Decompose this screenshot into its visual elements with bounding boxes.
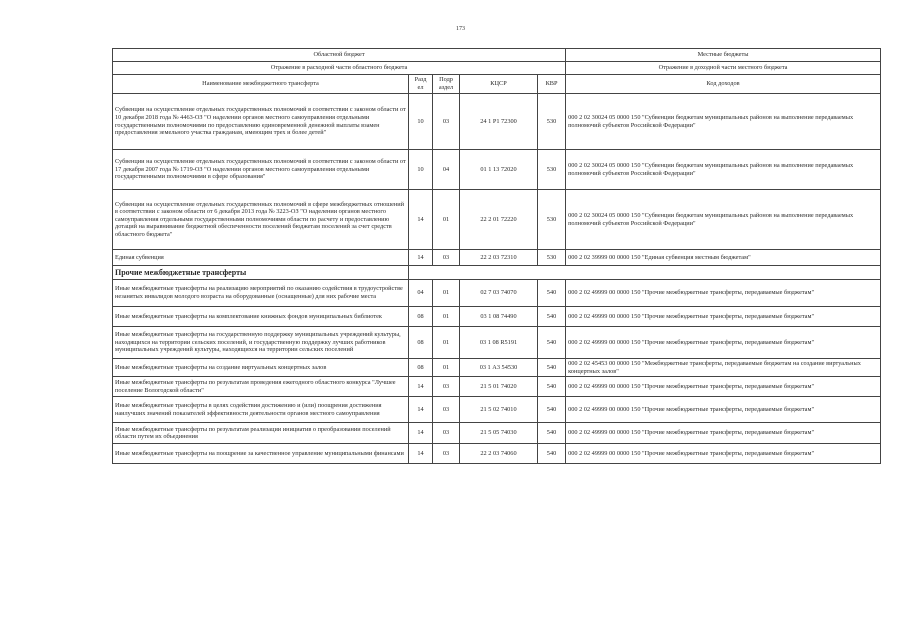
podrazdel-cell: 03 <box>433 250 460 266</box>
income-code-cell: 000 2 02 49999 00 0000 150 "Прочие межбюджетные трансферты, передаваемые бюджетам" <box>566 377 881 397</box>
podrazdel-cell: 03 <box>433 444 460 464</box>
transfer-name-cell: Субвенции на осуществление отдельных государственных полномочий в соответствии с законом области от 10 декабря 2018 года № 4463-ОЗ "О наделении органов местного самоуправления отдельными государственными полномочиями по предоставлению единовременной денежной выплаты взамен предоставления земельного участка гражданам, имеющим трех и более детей" <box>113 94 409 150</box>
income-code-cell: 000 2 02 30024 05 0000 150 "Субвенции бюджетам муниципальных районов на выполнение передаваемых полномочий субъектов Российской Федерации" <box>566 94 881 150</box>
kcsr-cell: 03 1 А3 54530 <box>460 359 538 377</box>
kvr-cell: 530 <box>538 250 566 266</box>
table-row <box>113 94 881 150</box>
table-row <box>113 327 881 359</box>
section-title: Прочие межбюджетные трансферты <box>113 266 409 280</box>
header-row-2 <box>113 62 881 75</box>
header-row-1 <box>113 49 881 62</box>
kvr-cell: 540 <box>538 280 566 307</box>
kvr-cell: 540 <box>538 377 566 397</box>
income-code-cell: 000 2 02 49999 00 0000 150 "Прочие межбюджетные трансферты, передаваемые бюджетам" <box>566 280 881 307</box>
transfer-name-cell: Иные межбюджетные трансферты по результатам реализации инициатив о преобразовании поселений области путем их объединения <box>113 423 409 444</box>
kvr-cell: 540 <box>538 423 566 444</box>
podrazdel-cell: 03 <box>433 94 460 150</box>
income-code-cell: 000 2 02 49999 00 0000 150 "Прочие межбюджетные трансферты, передаваемые бюджетам" <box>566 307 881 327</box>
table-row <box>113 307 881 327</box>
transfer-name-cell: Иные межбюджетные трансферты по результатам проведения ежегодного областного конкурса "Лучшее поселение Вологодской области" <box>113 377 409 397</box>
income-code-cell: 000 2 02 49999 00 0000 150 "Прочие межбюджетные трансферты, передаваемые бюджетам" <box>566 423 881 444</box>
razdel-cell: 10 <box>409 150 433 190</box>
podrazdel-cell: 01 <box>433 307 460 327</box>
table-row <box>113 150 881 190</box>
kvr-cell: 530 <box>538 94 566 150</box>
podrazdel-cell: 01 <box>433 280 460 307</box>
kvr-cell: 540 <box>538 327 566 359</box>
kcsr-cell: 22 2 03 72310 <box>460 250 538 266</box>
kcsr-cell: 01 1 13 72020 <box>460 150 538 190</box>
razdel-cell: 08 <box>409 359 433 377</box>
kcsr-cell: 21 5 05 74030 <box>460 423 538 444</box>
table-row <box>113 397 881 423</box>
podrazdel-cell: 01 <box>433 327 460 359</box>
transfers-table <box>112 48 881 464</box>
section-row <box>113 266 881 280</box>
table-row <box>113 359 881 377</box>
razdel-cell: 14 <box>409 190 433 250</box>
table-row <box>113 377 881 397</box>
table-row <box>113 190 881 250</box>
table-row <box>113 423 881 444</box>
transfer-name-cell: Иные межбюджетные трансферты на создание виртуальных концертных залов <box>113 359 409 377</box>
kcsr-cell: 03 1 08 74490 <box>460 307 538 327</box>
local-budgets-header: Местные бюджеты <box>566 49 881 62</box>
kvr-header: КВР <box>538 75 566 94</box>
podrazdel-cell: 01 <box>433 359 460 377</box>
regional-budget-header: Областной бюджет <box>113 49 566 62</box>
reflection-local-header: Отражение в доходной части местного бюджета <box>566 62 881 75</box>
transfer-name-header: Наименование межбюджетного трансферта <box>113 75 409 94</box>
podrazdel-cell: 03 <box>433 397 460 423</box>
kcsr-cell: 22 2 03 74060 <box>460 444 538 464</box>
kcsr-cell: 03 1 08 R5191 <box>460 327 538 359</box>
kvr-cell: 540 <box>538 444 566 464</box>
kcsr-cell: 21 5 02 74010 <box>460 397 538 423</box>
razdel-cell: 08 <box>409 307 433 327</box>
income-code-cell: 000 2 02 39999 00 0000 150 "Единая субвенция местным бюджетам" <box>566 250 881 266</box>
kvr-cell: 540 <box>538 307 566 327</box>
transfer-name-cell: Субвенции на осуществление отдельных государственных полномочий в сфере межбюджетных отношений в соответствии с законом области от 6 декабря 2013 года № 3223-ОЗ "О наделении органов местного самоуправления отдельными государственными полномочиями области по расчету и предоставлению дотаций на выравнивание бюджетной обеспеченности поселений бюджетам поселений за счет средств областного бюджета" <box>113 190 409 250</box>
razdel-cell: 04 <box>409 280 433 307</box>
podrazdel-cell: 03 <box>433 423 460 444</box>
razdel-cell: 14 <box>409 444 433 464</box>
razdel-cell: 10 <box>409 94 433 150</box>
income-code-header: Код доходов <box>566 75 881 94</box>
header-row-3 <box>113 75 881 94</box>
kcsr-cell: 22 2 01 72220 <box>460 190 538 250</box>
table-row <box>113 280 881 307</box>
razdel-cell: 14 <box>409 423 433 444</box>
transfer-name-cell: Иные межбюджетные трансферты в целях содействия достижению и (или) поощрения достижения наилучших значений показателей эффективности деятельности органов местного самоуправления <box>113 397 409 423</box>
podrazdel-cell: 04 <box>433 150 460 190</box>
transfer-name-cell: Единая субвенция <box>113 250 409 266</box>
razdel-cell: 14 <box>409 250 433 266</box>
kvr-cell: 530 <box>538 150 566 190</box>
podrazdel-header: Подр аздел <box>433 75 460 94</box>
podrazdel-cell: 03 <box>433 377 460 397</box>
transfer-name-cell: Субвенции на осуществление отдельных государственных полномочий в соответствии с законом области от 17 декабря 2007 года № 1719-ОЗ "О наделении органов местного самоуправления отдельными государственными полномочиями в сфере образования" <box>113 150 409 190</box>
kcsr-cell: 02 7 03 74070 <box>460 280 538 307</box>
razdel-cell: 14 <box>409 397 433 423</box>
income-code-cell: 000 2 02 30024 05 0000 150 "Субвенции бюджетам муниципальных районов на выполнение передаваемых полномочий субъектов Российской Федерации" <box>566 150 881 190</box>
table-row <box>113 444 881 464</box>
kcsr-header: КЦСР <box>460 75 538 94</box>
razdel-cell: 14 <box>409 377 433 397</box>
transfer-name-cell: Иные межбюджетные трансферты на государственную поддержку муниципальных учреждений культуры, находящихся на территории сельских поселений, и государственную поддержку лучших работников муниципальных учреждений культуры, находящихся на территории сельских поселений <box>113 327 409 359</box>
kcsr-cell: 21 5 01 74020 <box>460 377 538 397</box>
income-code-cell: 000 2 02 49999 00 0000 150 "Прочие межбюджетные трансферты, передаваемые бюджетам" <box>566 327 881 359</box>
kcsr-cell: 24 1 Р1 72300 <box>460 94 538 150</box>
transfer-name-cell: Иные межбюджетные трансферты на реализацию мероприятий по оказанию содействия в трудоустройстве незанятых инвалидов молодого возраста на оборудованные (оснащенные) для них рабочие места <box>113 280 409 307</box>
kvr-cell: 540 <box>538 397 566 423</box>
kvr-cell: 530 <box>538 190 566 250</box>
page-number: 173 <box>456 26 465 32</box>
section-empty-cell <box>409 266 881 280</box>
kvr-cell: 540 <box>538 359 566 377</box>
table-row <box>113 250 881 266</box>
income-code-cell: 000 2 02 45453 00 0000 150 "Межбюджетные трансферты, передаваемые бюджетам на создание виртуальных концертных залов" <box>566 359 881 377</box>
transfer-name-cell: Иные межбюджетные трансферты на комплектование книжных фондов муниципальных библиотек <box>113 307 409 327</box>
income-code-cell: 000 2 02 30024 05 0000 150 "Субвенции бюджетам муниципальных районов на выполнение передаваемых полномочий субъектов Российской Федерации" <box>566 190 881 250</box>
razdel-cell: 08 <box>409 327 433 359</box>
reflection-regional-header: Отражение в расходной части областного бюджета <box>113 62 566 75</box>
podrazdel-cell: 01 <box>433 190 460 250</box>
transfer-name-cell: Иные межбюджетные трансферты на поощрение за качественное управление муниципальными финансами <box>113 444 409 464</box>
razdel-header: Разд ел <box>409 75 433 94</box>
income-code-cell: 000 2 02 49999 00 0000 150 "Прочие межбюджетные трансферты, передаваемые бюджетам" <box>566 444 881 464</box>
income-code-cell: 000 2 02 49999 00 0000 150 "Прочие межбюджетные трансферты, передаваемые бюджетам" <box>566 397 881 423</box>
